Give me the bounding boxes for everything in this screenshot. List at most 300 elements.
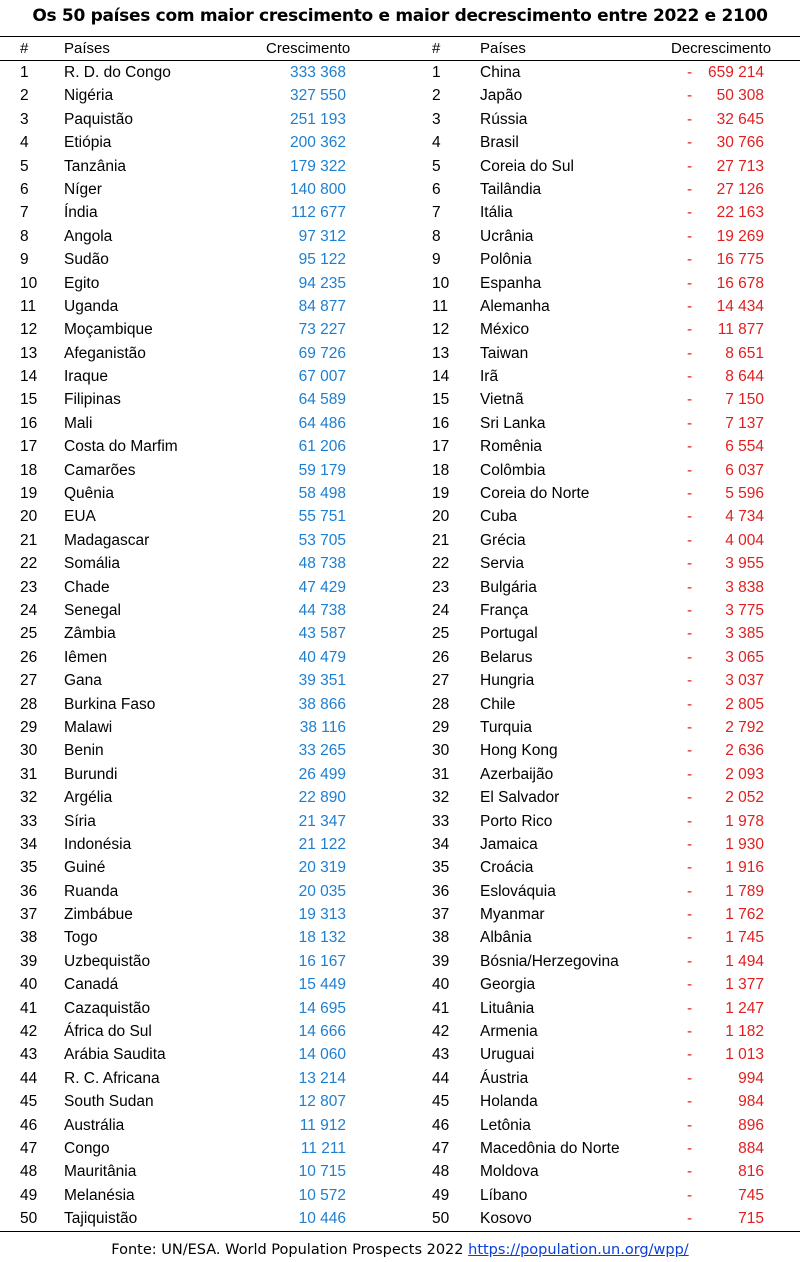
source-footer xyxy=(0,1242,800,1258)
table-row xyxy=(0,412,800,435)
rank-growth: 14 xyxy=(20,368,38,386)
country-decline: Holanda xyxy=(480,1093,538,1111)
country-decline: Albânia xyxy=(480,929,532,947)
country-growth: Mali xyxy=(64,414,93,432)
rank-growth: 11 xyxy=(20,297,37,315)
rank-decline: 4 xyxy=(432,134,441,152)
country-growth: Uzbequistão xyxy=(64,952,151,970)
rank-growth: 35 xyxy=(20,859,38,877)
country-decline: Croácia xyxy=(480,859,534,877)
rank-decline: 37 xyxy=(432,906,450,924)
rank-growth: 21 xyxy=(20,531,38,549)
header-countries-decline: Países xyxy=(480,40,526,57)
growth-value: 95 122 xyxy=(298,251,346,269)
table-row xyxy=(0,1137,800,1160)
growth-value: 39 351 xyxy=(298,672,346,690)
country-decline: Ucrânia xyxy=(480,227,534,245)
rank-growth: 32 xyxy=(20,789,38,807)
growth-value: 179 322 xyxy=(289,157,346,175)
country-growth: Uganda xyxy=(64,297,119,315)
country-growth: Madagascar xyxy=(64,531,150,549)
rank-growth: 7 xyxy=(20,204,29,222)
country-decline: México xyxy=(480,321,530,339)
table-row xyxy=(0,482,800,505)
table-header-row xyxy=(0,37,800,61)
rank-growth: 33 xyxy=(20,812,38,830)
minus-sign: - xyxy=(687,555,693,573)
country-decline: Alemanha xyxy=(480,297,550,315)
country-decline: Porto Rico xyxy=(480,812,553,830)
minus-sign: - xyxy=(687,110,693,128)
growth-value: 61 206 xyxy=(298,438,346,456)
country-growth: Benin xyxy=(64,742,104,760)
minus-sign: - xyxy=(687,251,693,269)
decline-value: 3 385 xyxy=(725,625,764,643)
table-row xyxy=(0,576,800,599)
decline-value: 1 930 xyxy=(725,835,764,853)
country-growth: Paquistão xyxy=(64,110,133,128)
rank-decline: 36 xyxy=(432,882,450,900)
decline-value: 1 789 xyxy=(725,882,764,900)
minus-sign: - xyxy=(687,601,693,619)
header-decline: Decrescimento xyxy=(671,40,772,57)
country-decline: Macedônia do Norte xyxy=(480,1139,620,1157)
rank-growth: 38 xyxy=(20,929,38,947)
rank-decline: 23 xyxy=(432,578,450,596)
country-decline: Taiwan xyxy=(480,344,529,362)
decline-value: 1 247 xyxy=(725,999,764,1017)
rank-growth: 37 xyxy=(20,906,38,924)
rank-growth: 27 xyxy=(20,672,38,690)
rank-growth: 43 xyxy=(20,1046,38,1064)
rank-decline: 47 xyxy=(432,1139,450,1157)
minus-sign: - xyxy=(687,859,693,877)
table-row xyxy=(0,1020,800,1043)
minus-sign: - xyxy=(687,742,693,760)
rank-growth: 31 xyxy=(20,765,38,783)
growth-value: 94 235 xyxy=(298,274,346,292)
decline-value: 896 xyxy=(738,1116,764,1134)
population-change-table xyxy=(0,36,800,1232)
table-title: Os 50 países com maior crescimento e maior decrescimento entre 2022 e 2100 xyxy=(32,6,768,26)
rank-growth: 24 xyxy=(20,601,38,619)
decline-value: 2 093 xyxy=(725,765,764,783)
rank-growth: 4 xyxy=(20,134,29,152)
country-decline: Polônia xyxy=(480,251,532,269)
table-row xyxy=(0,388,800,411)
rank-growth: 16 xyxy=(20,414,38,432)
country-decline: Bulgária xyxy=(480,578,537,596)
country-growth: Quênia xyxy=(64,485,114,503)
minus-sign: - xyxy=(687,1163,693,1181)
table-row xyxy=(0,786,800,809)
rank-decline: 32 xyxy=(432,789,450,807)
country-decline: Georgia xyxy=(480,976,536,994)
decline-value: 1 916 xyxy=(725,859,764,877)
growth-value: 22 890 xyxy=(298,789,346,807)
minus-sign: - xyxy=(687,976,693,994)
country-growth: Canadá xyxy=(64,976,119,994)
country-growth: Burundi xyxy=(64,765,118,783)
country-decline: Portugal xyxy=(480,625,538,643)
rank-growth: 40 xyxy=(20,976,38,994)
table-row xyxy=(0,1114,800,1137)
rank-decline: 13 xyxy=(432,344,450,362)
country-decline: Coreia do Norte xyxy=(480,485,590,503)
country-decline: Azerbaijão xyxy=(480,765,554,783)
rank-decline: 6 xyxy=(432,180,441,198)
country-decline: Jamaica xyxy=(480,835,538,853)
minus-sign: - xyxy=(687,180,693,198)
rank-growth: 50 xyxy=(20,1210,38,1228)
country-growth: Zâmbia xyxy=(64,625,116,643)
country-growth: Burkina Faso xyxy=(64,695,156,713)
rank-growth: 8 xyxy=(20,227,29,245)
decline-value: 6 037 xyxy=(725,461,764,479)
table-row xyxy=(0,716,800,739)
rank-decline: 9 xyxy=(432,251,441,269)
table-row xyxy=(0,225,800,248)
minus-sign: - xyxy=(687,227,693,245)
decline-value: 30 766 xyxy=(716,134,764,152)
minus-sign: - xyxy=(687,835,693,853)
country-decline: Líbano xyxy=(480,1186,528,1204)
table-row xyxy=(0,365,800,388)
country-decline: Espanha xyxy=(480,274,542,292)
country-decline: Myanmar xyxy=(480,906,545,924)
rank-decline: 41 xyxy=(432,999,450,1017)
decline-value: 1 978 xyxy=(725,812,764,830)
decline-value: 8 644 xyxy=(725,368,764,386)
rank-growth: 28 xyxy=(20,695,38,713)
country-decline: Eslováquia xyxy=(480,882,556,900)
table-row xyxy=(0,856,800,879)
minus-sign: - xyxy=(687,321,693,339)
minus-sign: - xyxy=(687,508,693,526)
minus-sign: - xyxy=(687,204,693,222)
growth-value: 40 479 xyxy=(298,648,346,666)
decline-value: 14 434 xyxy=(716,297,764,315)
country-decline: Chile xyxy=(480,695,516,713)
rank-growth: 34 xyxy=(20,835,38,853)
rank-decline: 17 xyxy=(432,438,450,456)
country-decline: Letônia xyxy=(480,1116,531,1134)
country-growth: Mauritânia xyxy=(64,1163,137,1181)
rank-decline: 31 xyxy=(432,765,450,783)
growth-value: 58 498 xyxy=(298,485,346,503)
rank-growth: 25 xyxy=(20,625,38,643)
decline-value: 8 651 xyxy=(725,344,764,362)
country-growth: R. C. Africana xyxy=(64,1069,160,1087)
table-row xyxy=(0,763,800,786)
table-row xyxy=(0,108,800,131)
minus-sign: - xyxy=(687,344,693,362)
table-row xyxy=(0,435,800,458)
rank-decline: 33 xyxy=(432,812,450,830)
country-growth: Níger xyxy=(64,180,102,198)
decline-value: 5 596 xyxy=(725,485,764,503)
decline-value: 3 037 xyxy=(725,672,764,690)
table-row xyxy=(0,903,800,926)
country-decline: Vietnã xyxy=(480,391,524,409)
country-decline: Itália xyxy=(480,204,513,222)
rank-decline: 29 xyxy=(432,718,450,736)
minus-sign: - xyxy=(687,648,693,666)
minus-sign: - xyxy=(687,999,693,1017)
table-row xyxy=(0,739,800,762)
minus-sign: - xyxy=(687,1116,693,1134)
table-row xyxy=(0,646,800,669)
minus-sign: - xyxy=(687,414,693,432)
country-growth: Gana xyxy=(64,672,102,690)
table-row xyxy=(0,622,800,645)
table-row xyxy=(0,1160,800,1183)
decline-value: 6 554 xyxy=(725,438,764,456)
table-row xyxy=(0,1043,800,1066)
rank-growth: 41 xyxy=(20,999,38,1017)
rank-decline: 46 xyxy=(432,1116,450,1134)
country-growth: Cazaquistão xyxy=(64,999,151,1017)
rank-growth: 48 xyxy=(20,1163,38,1181)
growth-value: 55 751 xyxy=(298,508,346,526)
growth-value: 14 060 xyxy=(298,1046,346,1064)
country-growth: Zimbábue xyxy=(64,906,133,924)
table-row xyxy=(0,1067,800,1090)
minus-sign: - xyxy=(687,625,693,643)
country-decline: Uruguai xyxy=(480,1046,535,1064)
decline-value: 1 182 xyxy=(725,1023,764,1041)
country-decline: Japão xyxy=(480,87,523,105)
decline-value: 1 377 xyxy=(725,976,764,994)
rank-growth: 42 xyxy=(20,1023,38,1041)
rank-growth: 12 xyxy=(20,321,38,339)
source-link[interactable]: https://population.un.org/wpp/ xyxy=(468,1242,689,1258)
growth-value: 112 677 xyxy=(291,204,346,222)
rank-growth: 46 xyxy=(20,1116,38,1134)
growth-value: 333 368 xyxy=(289,64,346,81)
rank-growth: 36 xyxy=(20,882,38,900)
decline-value: 4 734 xyxy=(725,508,764,526)
table-row xyxy=(0,1184,800,1207)
growth-value: 140 800 xyxy=(289,180,346,198)
growth-value: 38 116 xyxy=(299,718,346,736)
growth-value: 69 726 xyxy=(298,344,346,362)
rank-decline: 40 xyxy=(432,976,450,994)
country-growth: Moçambique xyxy=(64,321,153,339)
growth-value: 44 738 xyxy=(298,601,346,619)
country-decline: Tailândia xyxy=(480,180,542,198)
table-row xyxy=(0,272,800,295)
minus-sign: - xyxy=(687,765,693,783)
growth-value: 84 877 xyxy=(298,297,346,315)
table-row xyxy=(0,880,800,903)
rank-growth: 18 xyxy=(20,461,38,479)
rank-decline: 45 xyxy=(432,1093,450,1111)
decline-value: 2 805 xyxy=(725,695,764,713)
rank-decline: 2 xyxy=(432,87,441,105)
country-growth: Melanésia xyxy=(64,1186,135,1204)
growth-value: 14 666 xyxy=(298,1023,346,1041)
growth-value: 47 429 xyxy=(298,578,346,596)
growth-value: 64 486 xyxy=(298,414,346,432)
country-growth: Síria xyxy=(64,812,96,830)
country-decline: Belarus xyxy=(480,648,533,666)
rank-decline: 30 xyxy=(432,742,450,760)
minus-sign: - xyxy=(687,1186,693,1204)
decline-value: 3 955 xyxy=(725,555,764,573)
growth-value: 97 312 xyxy=(298,227,346,245)
growth-value: 16 167 xyxy=(298,952,346,970)
rank-growth: 15 xyxy=(20,391,38,409)
table-row xyxy=(0,833,800,856)
minus-sign: - xyxy=(687,438,693,456)
decline-value: 1 745 xyxy=(725,929,764,947)
country-growth: Arábia Saudita xyxy=(64,1046,166,1064)
decline-value: 22 163 xyxy=(716,204,764,222)
rank-growth: 2 xyxy=(20,87,29,105)
rank-decline: 44 xyxy=(432,1069,450,1087)
decline-value: 27 713 xyxy=(716,157,764,175)
country-growth: Nigéria xyxy=(64,87,114,105)
decline-value: 816 xyxy=(738,1163,764,1181)
growth-value: 21 122 xyxy=(298,835,346,853)
decline-value: 745 xyxy=(738,1186,764,1204)
country-growth: Congo xyxy=(64,1139,110,1157)
decline-value: 3 065 xyxy=(725,648,764,666)
country-growth: R. D. do Congo xyxy=(64,64,171,81)
source-text: Fonte: UN/ESA. World Population Prospects 2022 xyxy=(111,1242,469,1258)
rank-growth: 17 xyxy=(20,438,38,456)
country-growth: Ruanda xyxy=(64,882,119,900)
minus-sign: - xyxy=(687,906,693,924)
country-growth: Etiópia xyxy=(64,134,112,152)
decline-value: 884 xyxy=(738,1139,764,1157)
table-row xyxy=(0,505,800,528)
country-decline: Armenia xyxy=(480,1023,538,1041)
table-row xyxy=(0,997,800,1020)
growth-value: 53 705 xyxy=(298,531,346,549)
country-decline: Servia xyxy=(480,555,524,573)
rank-growth: 39 xyxy=(20,952,38,970)
decline-value: 3 775 xyxy=(725,601,764,619)
decline-value: 27 126 xyxy=(716,180,764,198)
table-row xyxy=(0,248,800,271)
country-growth: Somália xyxy=(64,555,120,573)
decline-value: 7 150 xyxy=(725,391,764,409)
rank-decline: 5 xyxy=(432,157,441,175)
country-decline: Coreia do Sul xyxy=(480,157,574,175)
table-row xyxy=(0,669,800,692)
growth-value: 10 715 xyxy=(298,1163,346,1181)
header-countries-growth: Países xyxy=(64,40,110,57)
rank-growth: 26 xyxy=(20,648,38,666)
decline-value: 1 013 xyxy=(725,1046,764,1064)
country-growth: Chade xyxy=(64,578,110,596)
growth-value: 33 265 xyxy=(298,742,346,760)
country-growth: Camarões xyxy=(64,461,136,479)
country-growth: Angola xyxy=(64,227,113,245)
growth-value: 20 035 xyxy=(298,882,346,900)
table-row xyxy=(0,295,800,318)
rank-growth: 47 xyxy=(20,1139,38,1157)
growth-value: 43 587 xyxy=(298,625,346,643)
table-row xyxy=(0,61,800,84)
rank-decline: 3 xyxy=(432,110,441,128)
table-row xyxy=(0,155,800,178)
country-decline: Turquia xyxy=(480,718,532,736)
minus-sign: - xyxy=(687,718,693,736)
minus-sign: - xyxy=(687,1023,693,1041)
table-row xyxy=(0,342,800,365)
rank-growth: 22 xyxy=(20,555,38,573)
minus-sign: - xyxy=(687,1069,693,1087)
country-decline: Rússia xyxy=(480,110,528,128)
growth-value: 67 007 xyxy=(298,368,346,386)
growth-value: 15 449 xyxy=(298,976,346,994)
rank-decline: 19 xyxy=(432,485,450,503)
table-row xyxy=(0,1207,800,1230)
country-decline: Lituânia xyxy=(480,999,535,1017)
table-row xyxy=(0,131,800,154)
country-growth: África do Sul xyxy=(64,1023,152,1041)
decline-value: 2 052 xyxy=(725,789,764,807)
country-growth: Senegal xyxy=(64,601,121,619)
rank-decline: 12 xyxy=(432,321,450,339)
minus-sign: - xyxy=(687,952,693,970)
country-decline: Cuba xyxy=(480,508,518,526)
rank-decline: 43 xyxy=(432,1046,450,1064)
table-row xyxy=(0,973,800,996)
rank-growth: 45 xyxy=(20,1093,38,1111)
rank-growth: 29 xyxy=(20,718,38,736)
rank-decline: 26 xyxy=(432,648,450,666)
growth-value: 73 227 xyxy=(298,321,346,339)
minus-sign: - xyxy=(687,134,693,152)
minus-sign: - xyxy=(687,1139,693,1157)
country-decline: Grécia xyxy=(480,531,526,549)
minus-sign: - xyxy=(687,672,693,690)
country-decline: China xyxy=(480,64,521,81)
country-growth: Filipinas xyxy=(64,391,121,409)
rank-decline: 21 xyxy=(432,531,450,549)
country-decline: França xyxy=(480,601,529,619)
minus-sign: - xyxy=(687,461,693,479)
country-decline: Hong Kong xyxy=(480,742,558,760)
minus-sign: - xyxy=(687,1046,693,1064)
country-decline: Hungria xyxy=(480,672,535,690)
growth-value: 10 572 xyxy=(298,1186,346,1204)
rank-decline: 49 xyxy=(432,1186,450,1204)
rank-growth: 10 xyxy=(20,274,38,292)
minus-sign: - xyxy=(687,578,693,596)
rank-decline: 20 xyxy=(432,508,450,526)
country-decline: Romênia xyxy=(480,438,543,456)
country-growth: Egito xyxy=(64,274,100,292)
table-row xyxy=(0,926,800,949)
table-row xyxy=(0,1090,800,1113)
rank-decline: 16 xyxy=(432,414,450,432)
rank-growth: 49 xyxy=(20,1186,38,1204)
rank-decline: 50 xyxy=(432,1210,450,1228)
growth-value: 20 319 xyxy=(298,859,346,877)
rank-decline: 22 xyxy=(432,555,450,573)
country-growth: Costa do Marfim xyxy=(64,438,178,456)
growth-value: 18 132 xyxy=(298,929,346,947)
country-growth: Afeganistão xyxy=(64,344,146,362)
table-row xyxy=(0,84,800,107)
decline-value: 2 792 xyxy=(725,718,764,736)
minus-sign: - xyxy=(687,695,693,713)
